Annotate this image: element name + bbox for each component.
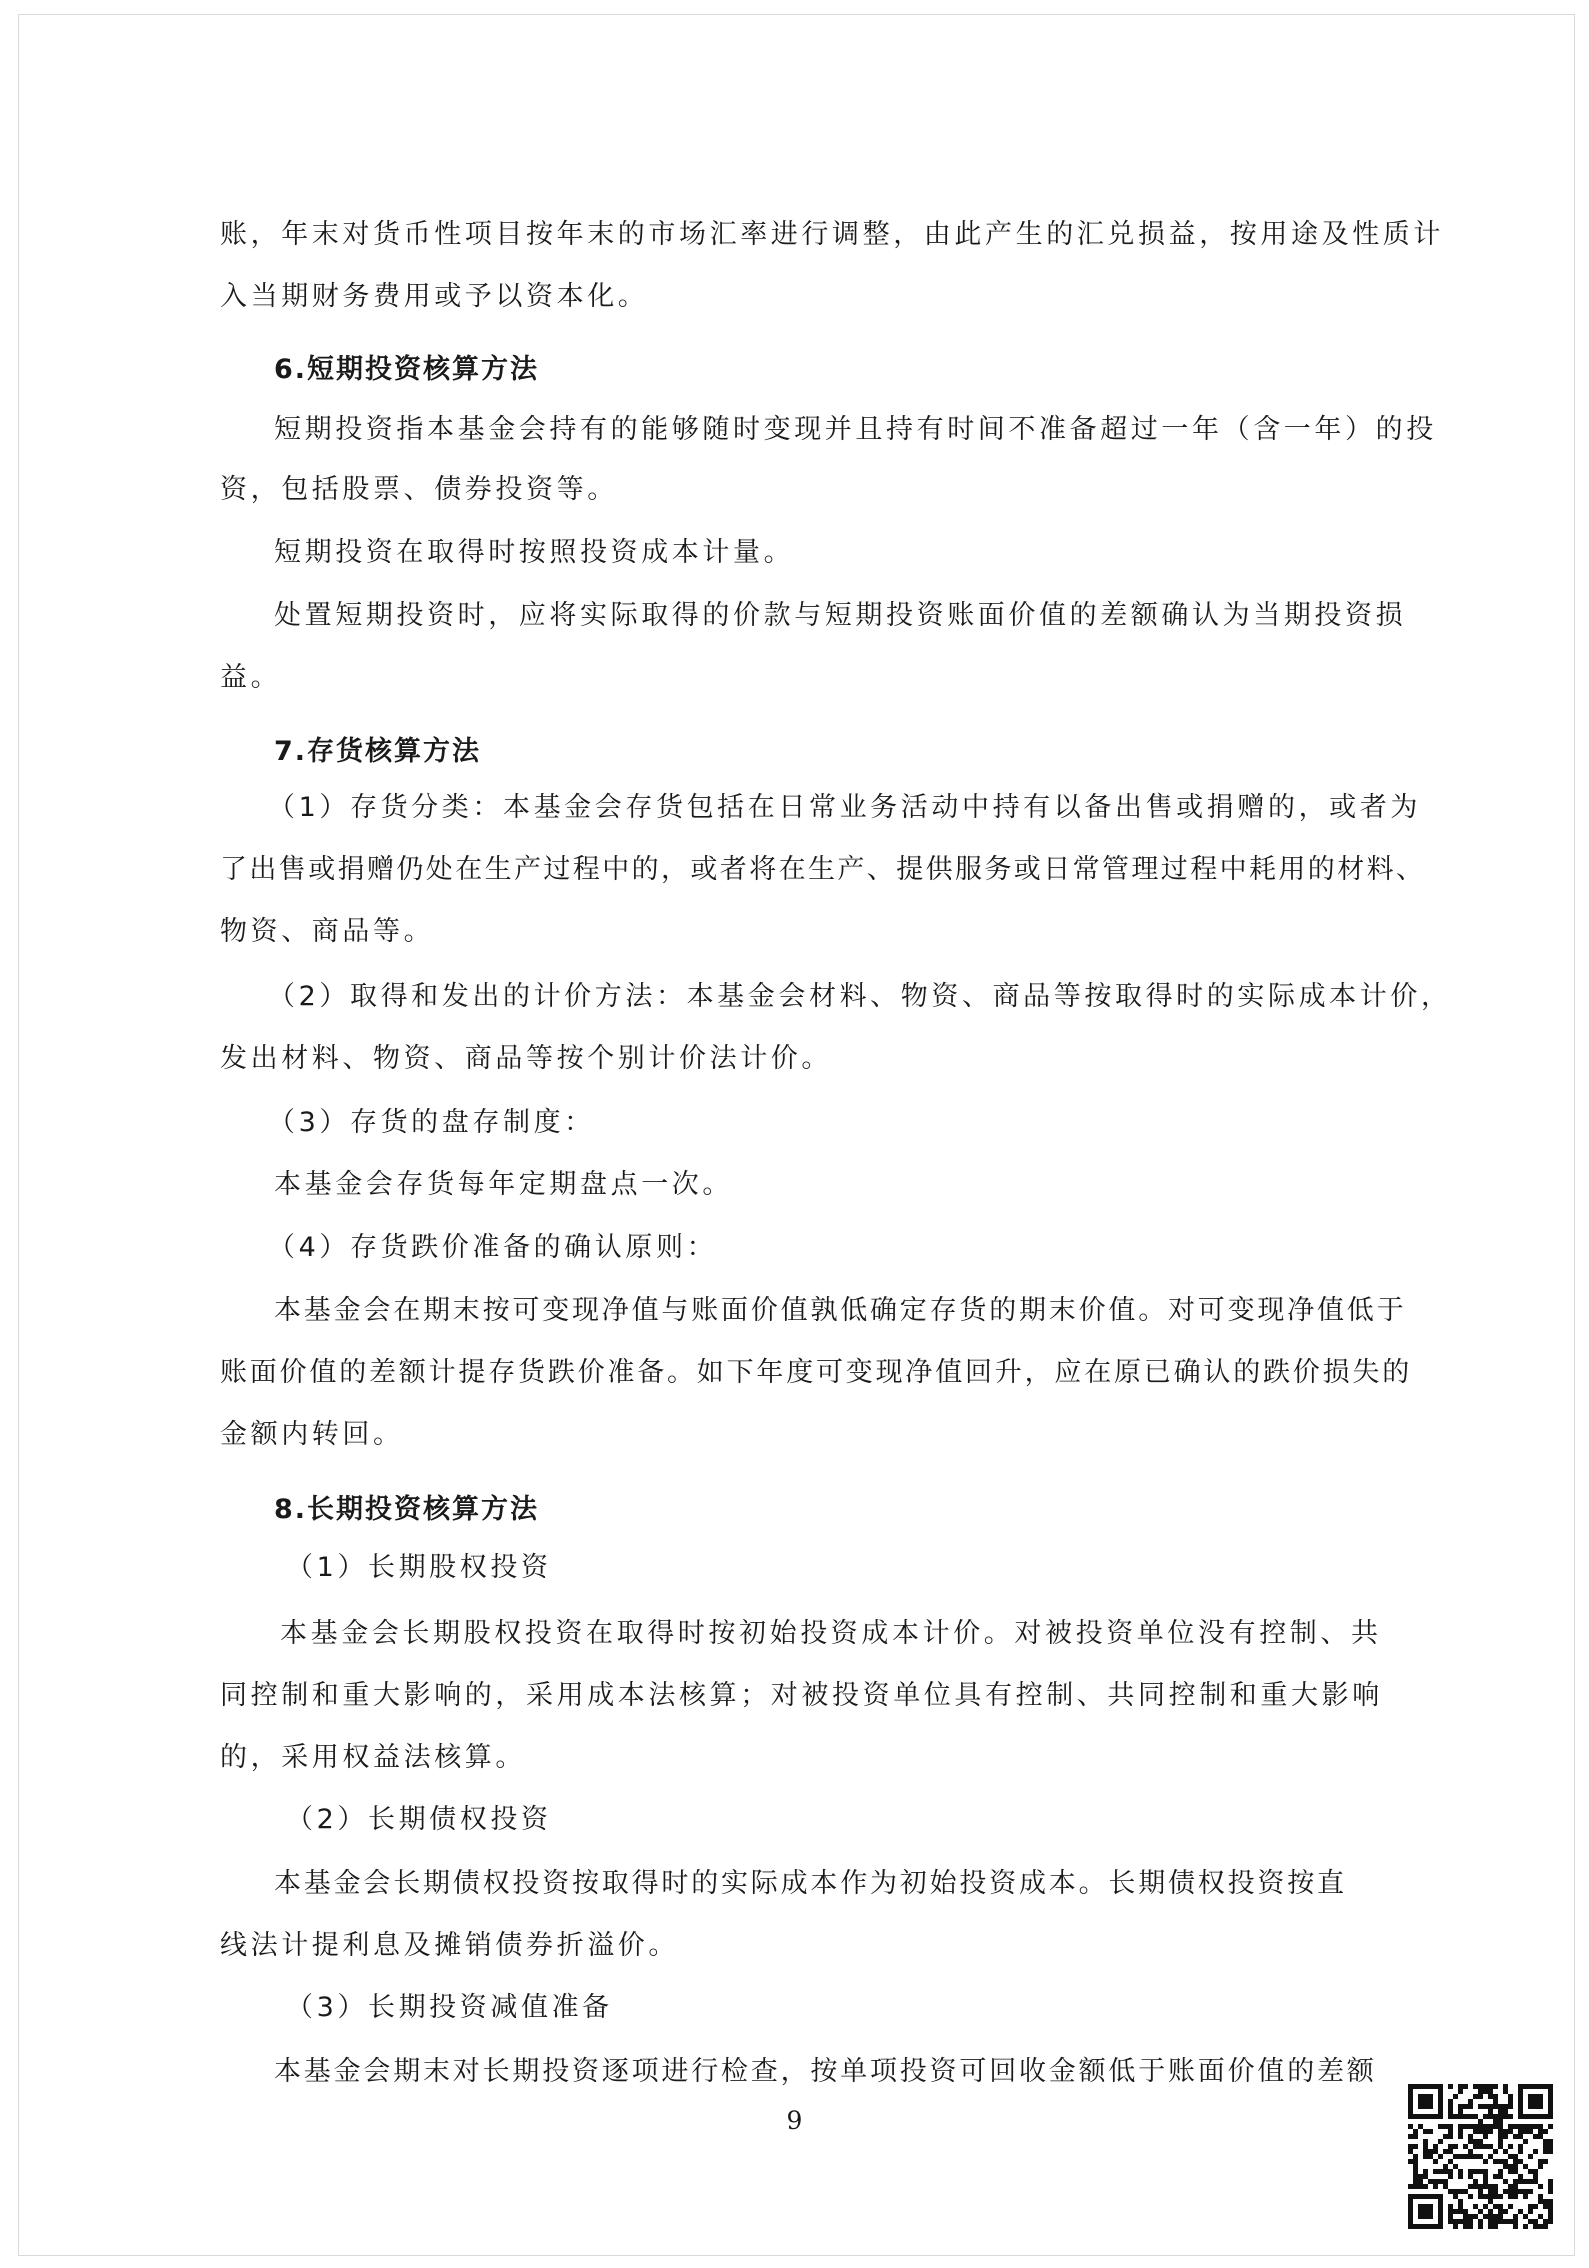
text-line: 账面价值的差额计提存货跌价准备。如下年度可变现净值回升，应在原已确认的跌价损失的: [220, 1357, 1412, 1388]
text-line: 同控制和重大影响的，采用成本法核算；对被投资单位具有控制、共同控制和重大影响: [220, 1680, 1383, 1711]
text-line: 账，年末对货币性项目按年末的市场汇率进行调整，由此产生的汇兑损益，按用途及性质计: [220, 219, 1444, 250]
text-line: 的，采用权益法核算。: [220, 1742, 526, 1773]
text-line: 了出售或捐赠仍处在生产过程中的，或者将在生产、提供服务或日常管理过程中耗用的材料、: [220, 854, 1426, 885]
text-line: 发出材料、物资、商品等按个别计价法计价。: [220, 1043, 832, 1074]
text-line: 短期投资指本基金会持有的能够随时变现并且持有时间不准备超过一年（含一年）的投: [274, 414, 1437, 445]
text-line: （4）存货跌价准备的确认原则：: [268, 1232, 718, 1263]
text-line: 资，包括股票、债券投资等。: [220, 474, 618, 505]
qr-code-icon: [1408, 2084, 1553, 2229]
text-line: 本基金会存货每年定期盘点一次。: [274, 1169, 733, 1200]
text-line: （3）长期投资减值准备: [286, 1992, 613, 2023]
text-line: （2）长期债权投资: [286, 1804, 552, 1835]
page-number: 9: [786, 2106, 803, 2135]
text-line: （1）存货分类：本基金会存货包括在日常业务活动中持有以备出售或捐赠的，或者为: [268, 792, 1421, 823]
text-line: （1）长期股权投资: [286, 1552, 552, 1583]
text-line: （3）存货的盘存制度：: [268, 1107, 595, 1138]
text-line: 线法计提利息及摊销债券折溢价。: [220, 1930, 679, 1961]
text-line: 入当期财务费用或予以资本化。: [220, 281, 649, 312]
text-line: 处置短期投资时，应将实际取得的价款与短期投资账面价值的差额确认为当期投资损: [274, 600, 1407, 631]
text-line: 本基金会在期末按可变现净值与账面价值孰低确定存货的期末价值。对可变现净值低于: [274, 1295, 1407, 1326]
text-line: 本基金会期末对长期投资逐项进行检查，按单项投资可回收金额低于账面价值的差额: [274, 2056, 1377, 2087]
page-frame: [18, 14, 1575, 2256]
text-line: 本基金会长期股权投资在取得时按初始投资成本计价。对被投资单位没有控制、共: [280, 1618, 1382, 1649]
text-line: （2）取得和发出的计价方法：本基金会材料、物资、商品等按取得时的实际成本计价，: [268, 981, 1452, 1012]
section-heading: 7.存货核算方法: [274, 736, 482, 767]
section-heading: 6.短期投资核算方法: [274, 354, 540, 385]
text-line: 物资、商品等。: [220, 916, 435, 947]
text-line: 短期投资在取得时按照投资成本计量。: [274, 537, 795, 568]
text-line: 本基金会长期债权投资按取得时的实际成本作为初始投资成本。长期债权投资按直: [274, 1868, 1347, 1899]
section-heading: 8.长期投资核算方法: [274, 1494, 540, 1525]
text-line: 金额内转回。: [220, 1419, 404, 1450]
text-line: 益。: [220, 662, 282, 693]
